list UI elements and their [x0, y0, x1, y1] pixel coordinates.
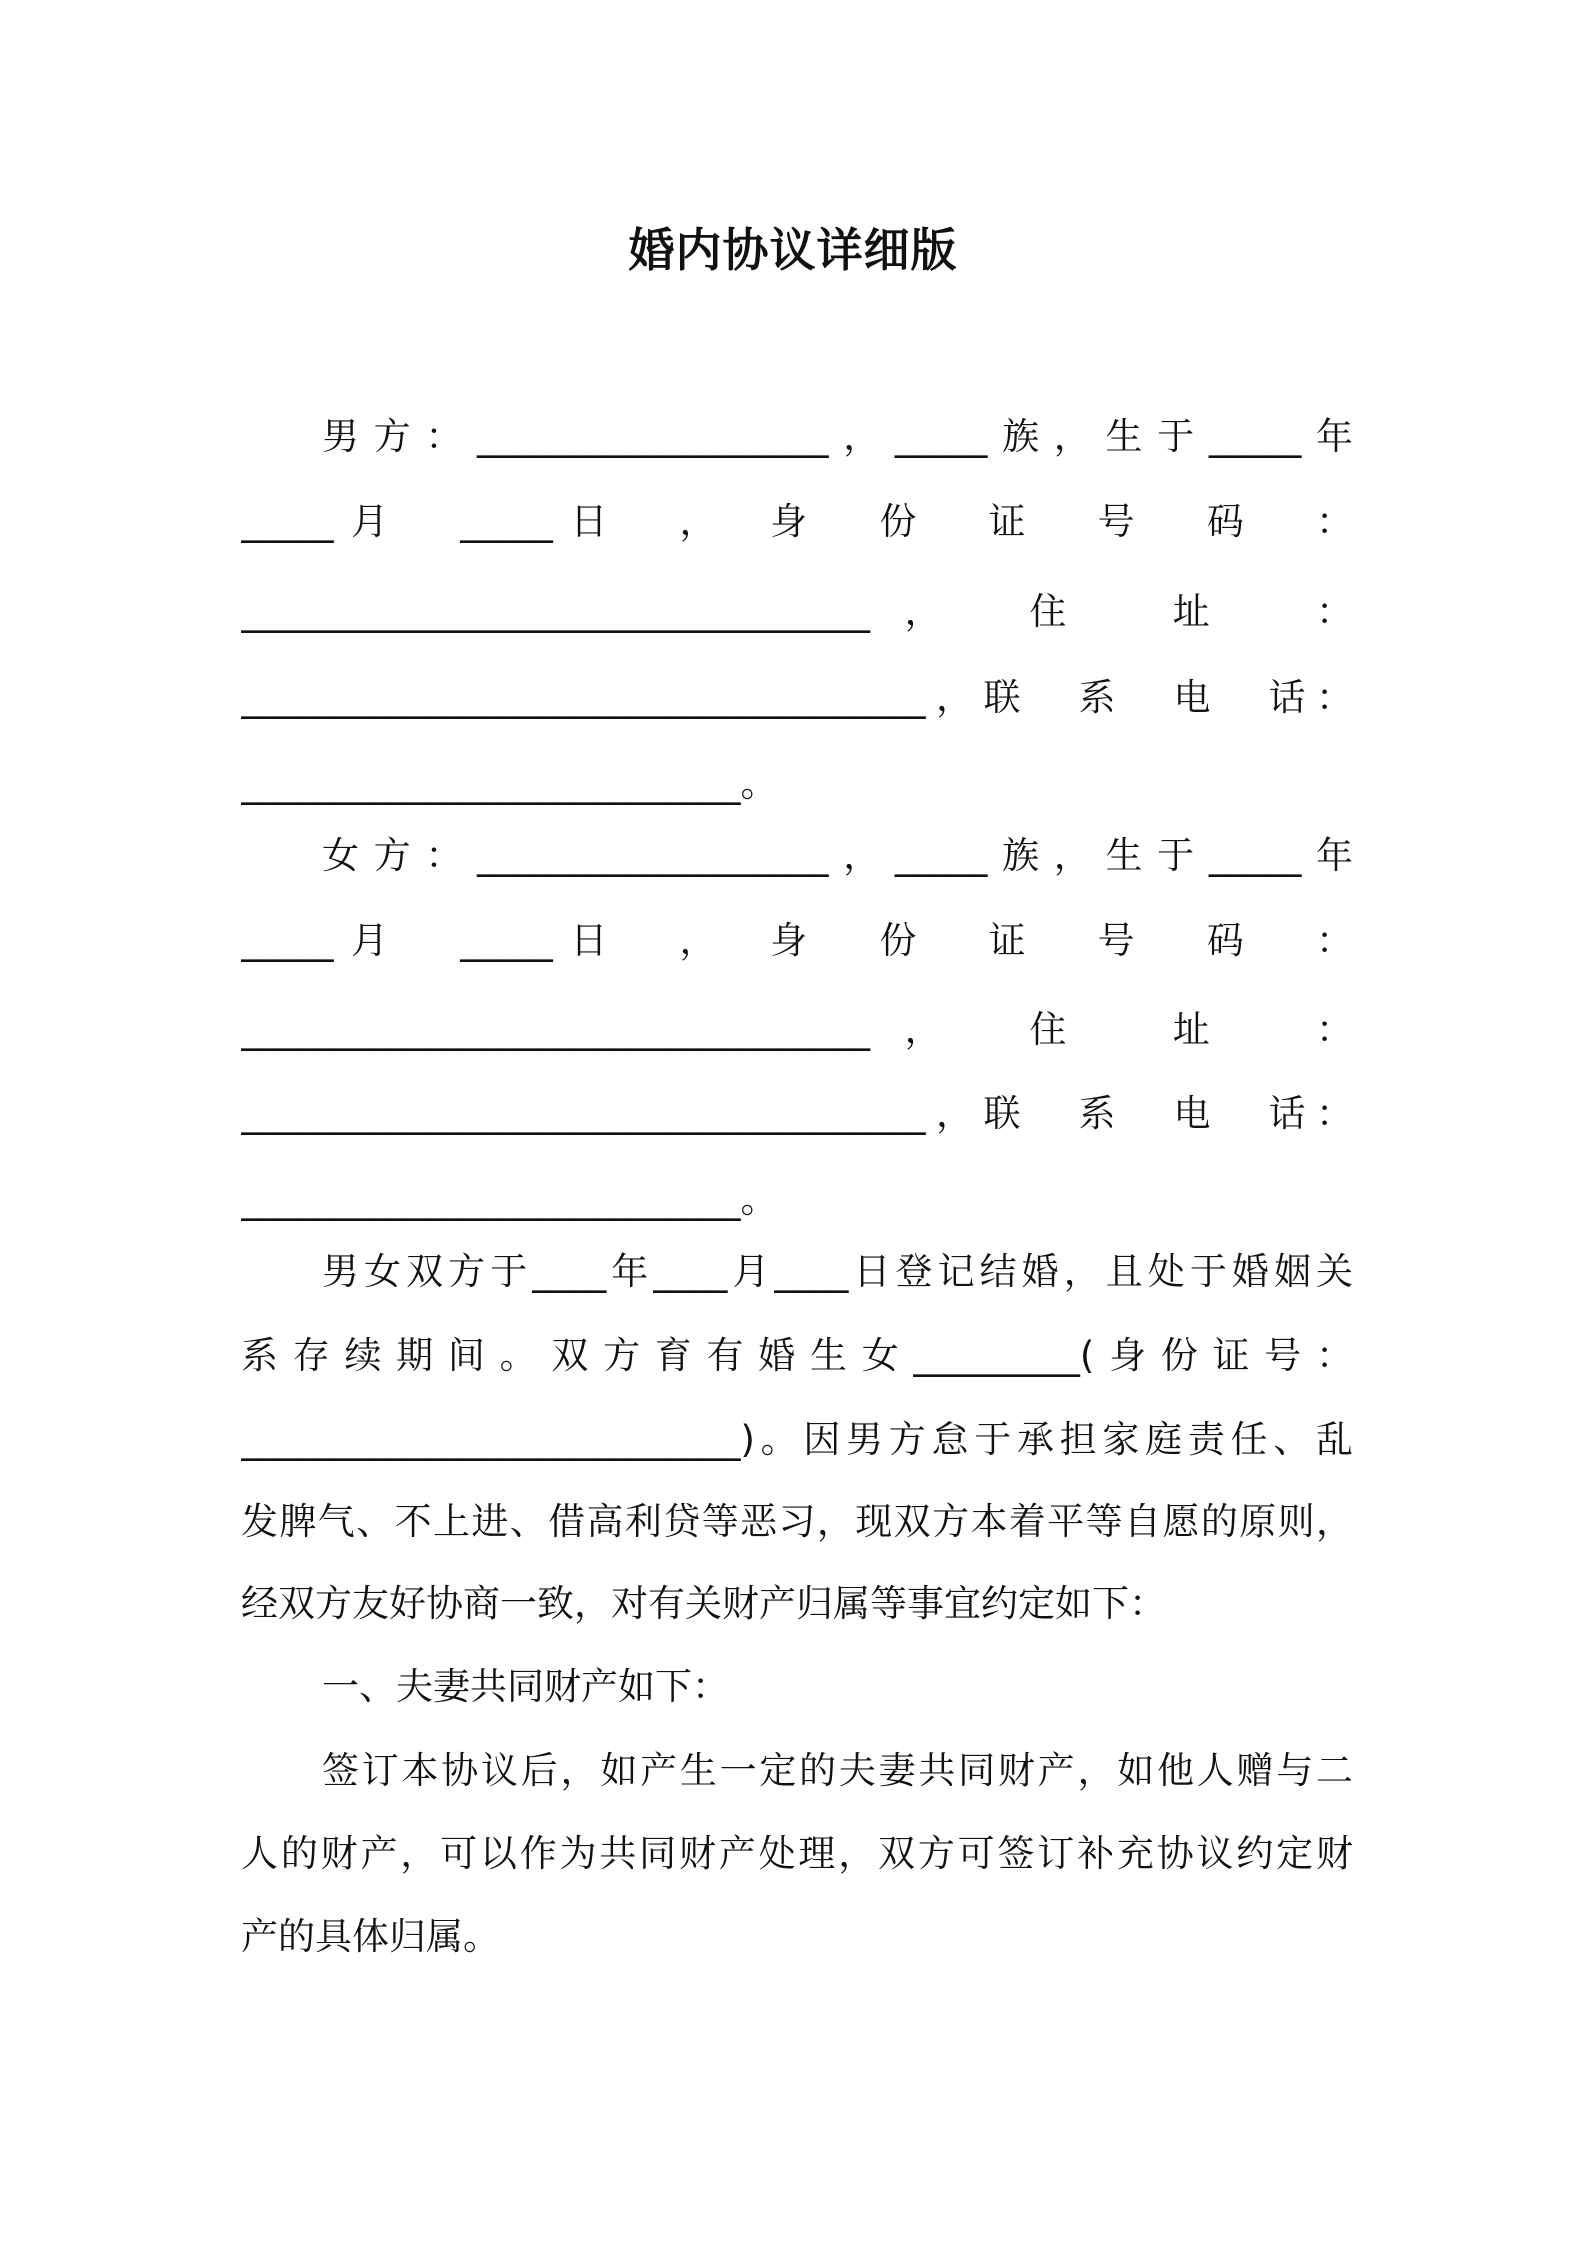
female-party-line-3: __________________________________， 住 址 ： [241, 1008, 1353, 1051]
document-title: 婚内协议详细版 [628, 223, 958, 277]
male-party-line-1: 男方：___________________，_____族，生于_____年 [322, 415, 1353, 458]
section-1-line-2: 人的财产，可以作为共同财产处理，双方可签订补充协议约定财 [241, 1832, 1353, 1875]
section-heading-1: 一、夫妻共同财产如下： [322, 1665, 729, 1708]
marriage-paragraph-line-4: 发脾气、不上进、借高利贷等恶习，现双方本着平等自愿的原则， [241, 1500, 1353, 1543]
marriage-paragraph-line-1: 男女双方于____年____月____日登记结婚，且处于婚姻关 [322, 1250, 1353, 1293]
marriage-paragraph-line-2: 系存续期间。双方育有婚生女_________(身份证号： [241, 1334, 1353, 1377]
male-party-line-2: _____月 _____日 ， 身 份 证 号 码 ： [241, 500, 1353, 543]
male-party-line-5: ___________________________。 [241, 762, 778, 805]
female-party-line-5: ___________________________。 [241, 1178, 778, 1221]
male-party-line-3: __________________________________， 住 址 ： [241, 590, 1353, 633]
female-party-line-1: 女方：___________________，_____族，生于_____年 [322, 834, 1353, 877]
section-1-line-1: 签订本协议后，如产生一定的夫妻共同财产，如他人赠与二 [322, 1749, 1353, 1792]
marriage-paragraph-line-3: ___________________________)。因男方怠于承担家庭责任、乱 [241, 1418, 1353, 1461]
female-party-line-4: _____________________________________，联 系 电 话： [241, 1092, 1353, 1135]
female-party-line-2: _____月 _____日 ， 身 份 证 号 码 ： [241, 919, 1353, 962]
marriage-paragraph-line-5: 经双方友好协商一致，对有关财产归属等事宜约定如下： [241, 1582, 1166, 1625]
male-party-line-4: _____________________________________，联 系 电 话： [241, 676, 1353, 719]
section-1-line-3: 产的具体归属。 [241, 1915, 500, 1958]
